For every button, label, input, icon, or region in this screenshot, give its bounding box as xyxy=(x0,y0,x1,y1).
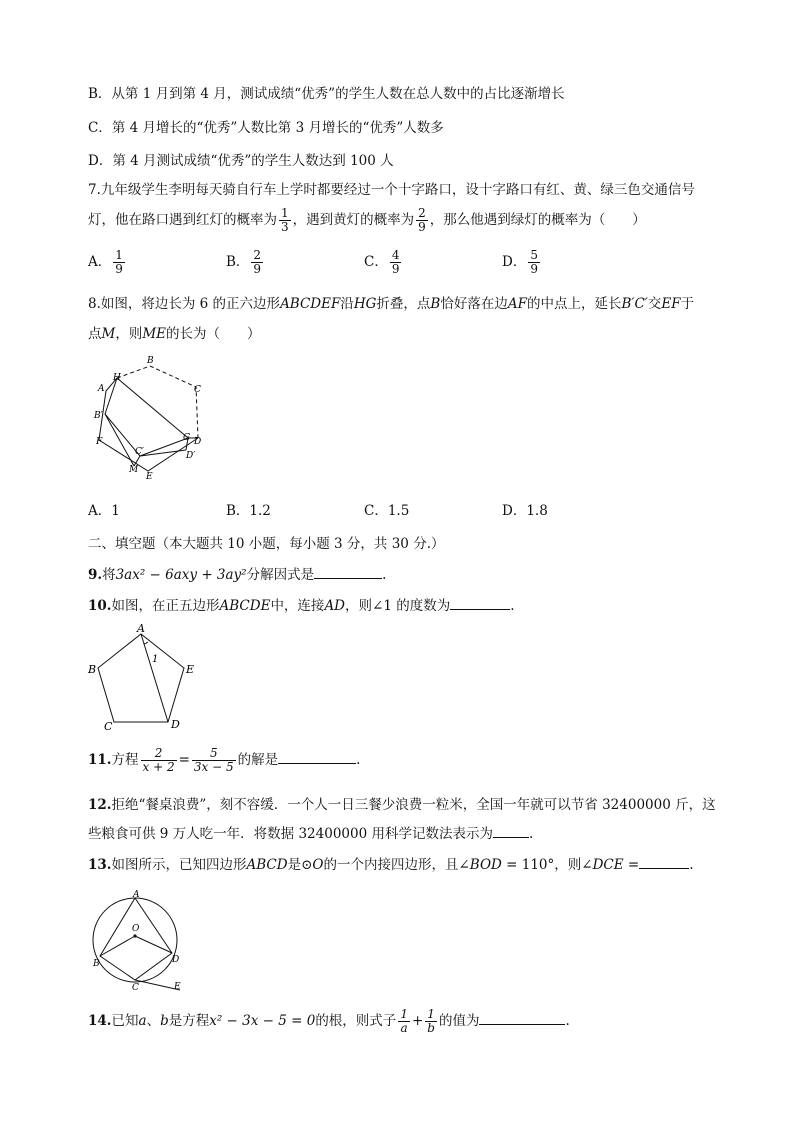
q7-text: ，遇到黄灯的概率为 xyxy=(292,212,415,228)
q12-stem-line2: 些粮食可供 9 万人吃一年．将数据 32400000 用科学记数法表示为 . xyxy=(88,826,534,842)
label-D: D xyxy=(194,437,202,447)
label-B: B xyxy=(93,959,100,969)
q9-stem: 9.将3ax² − 6axy + 3ay²分解因式是 . xyxy=(88,567,387,583)
label-B: B xyxy=(88,663,97,676)
label-B: B xyxy=(147,356,154,366)
label-A: A xyxy=(133,890,140,900)
q8-option-d[interactable]: D．1.8 xyxy=(502,503,548,519)
label-Dp: D′ xyxy=(186,451,196,461)
q7-option-a[interactable]: A． $\frac{1}{9}$ xyxy=(88,248,123,276)
q7-text: ，那么他遇到绿灯的概率为（ ） xyxy=(429,212,646,228)
q13-circle-figure xyxy=(88,886,193,992)
label-O: O xyxy=(132,924,140,934)
q8-hexagon-figure xyxy=(88,352,218,482)
label-C: C xyxy=(194,385,201,395)
angle-1-label: 1 xyxy=(152,654,159,665)
q13-stem: 13.如图所示，已知四边形ABCD是⊙O的一个内接四边形，且∠BOD = 110°，则∠DCE = . xyxy=(88,857,694,873)
label-M: M xyxy=(129,465,139,475)
label-F: F xyxy=(96,437,103,447)
q8-option-c[interactable]: C．1.5 xyxy=(364,503,410,519)
label-D: D xyxy=(172,955,180,965)
q11-lhs-fraction: $\frac{2}{x + 2}$ xyxy=(142,746,175,774)
q8-option-a[interactable]: A．1 xyxy=(88,503,120,519)
q10-answer-blank[interactable] xyxy=(450,597,510,610)
q7-option-d[interactable]: D． $\frac{5}{9}$ xyxy=(502,248,538,276)
label-A: A xyxy=(98,384,105,394)
q6-option-d: D．第 4 月测试成绩“优秀”的学生人数达到 100 人 xyxy=(88,153,394,169)
q8-stem-line1: 8.如图，将边长为 6 的正六边形ABCDEF沿HG折叠，点B恰好落在边AF的中点上，延长B′C′交EF于 xyxy=(88,296,695,312)
label-E: E xyxy=(186,663,195,676)
q14-fraction-a: $\frac{1}{a}$ xyxy=(400,1007,408,1035)
label-C: C xyxy=(104,720,113,732)
q12-answer-blank[interactable] xyxy=(493,825,529,838)
label-G: G xyxy=(183,433,191,443)
q11-rhs-fraction: $\frac{5}{3x - 5}$ xyxy=(193,746,234,774)
fraction-yellow: $\frac{2}{9}$ xyxy=(418,206,426,234)
q10-stem: 10.如图，在正五边形ABCDE中，连接AD，则∠1 的度数为 . xyxy=(88,598,515,614)
label-E: E xyxy=(146,472,153,482)
label-E: E xyxy=(174,982,181,992)
q7-stem-line1: 7.九年级学生李明每天骑自行车上学时都要经过一个十字路口，设十字路口有红、黄、绿三色交通信号 xyxy=(88,182,695,198)
q12-stem-line1: 12.拒绝“餐桌浪费”，刻不容缓．一个人一日三餐少浪费一粒米，全国一年就可以节省 32400000 斤，这 xyxy=(88,797,716,813)
q14-stem: 14.已知a、b是方程x² − 3x − 5 = 0的根，则式子 $\frac{1}{a}$ + $\frac{1}{b}$ 的值为 . xyxy=(88,1007,570,1035)
q7-option-c[interactable]: C． $\frac{4}{9}$ xyxy=(364,248,400,276)
q7-stem-line2 xyxy=(88,207,646,234)
q6-option-b: B．从第 1 月到第 4 月，测试成绩“优秀”的学生人数在总人数中的占比逐渐增长 xyxy=(88,86,565,102)
label-D: D xyxy=(171,718,180,731)
section-heading-fill-in: 二、填空题（本大题共 10 小题，每小题 3 分，共 30 分.） xyxy=(88,536,445,552)
q13-answer-blank[interactable] xyxy=(639,856,689,869)
q11-answer-blank[interactable] xyxy=(278,751,356,764)
label-H: H xyxy=(113,373,121,383)
label-Bp: B′ xyxy=(94,411,103,421)
label-A: A xyxy=(137,622,145,635)
q7-option-b[interactable]: B． $\frac{2}{9}$ xyxy=(226,248,262,276)
q6-option-c: C．第 4 月增长的“优秀”人数比第 3 月增长的“优秀”人数多 xyxy=(88,120,444,136)
label-C: C xyxy=(132,983,139,992)
q8-option-b[interactable]: B．1.2 xyxy=(226,503,271,519)
q7-text: 灯，他在路口遇到红灯的概率为 xyxy=(88,212,277,228)
q10-pentagon-figure xyxy=(86,622,196,732)
label-Cp: C′ xyxy=(135,447,144,457)
q14-fraction-b: $\frac{1}{b}$ xyxy=(427,1007,435,1035)
q9-answer-blank[interactable] xyxy=(314,566,382,579)
q14-answer-blank[interactable] xyxy=(479,1012,565,1025)
q11-stem: 11.方程 $\frac{2}{x + 2}$ = $\frac{5}{3x - 5}$ 的解是 . xyxy=(88,746,361,774)
q8-stem-line2: 点M，则ME的长为（ ） xyxy=(88,326,261,342)
fraction-red: $\frac{1}{3}$ xyxy=(281,206,289,234)
